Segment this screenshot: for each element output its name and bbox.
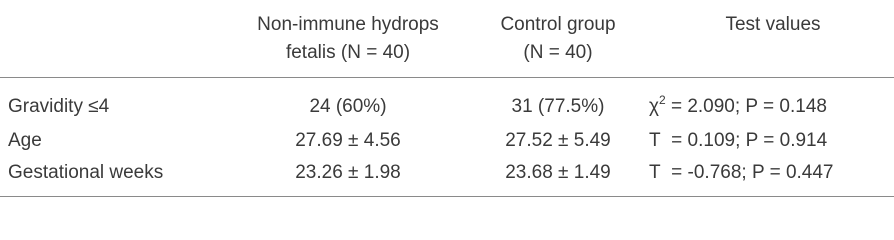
nihf-value: 24 (60%) <box>309 96 387 117</box>
header-nihf <box>228 11 468 67</box>
table-row <box>0 158 894 188</box>
row-label: Age <box>8 130 42 151</box>
table-row <box>0 126 894 156</box>
test-value <box>649 158 834 188</box>
test-result: = 0.109; P = 0.914 <box>660 130 828 151</box>
test-symbol: T <box>649 130 661 151</box>
test-symbol: T <box>649 162 661 183</box>
table-bottom-divider <box>0 196 894 197</box>
nihf-value: 23.26 ± 1.98 <box>295 162 401 183</box>
header-test-values <box>688 11 858 39</box>
row-label: Gravidity ≤4 <box>8 96 110 117</box>
header-divider <box>0 77 894 78</box>
header-control <box>478 11 638 67</box>
test-superscript: 2 <box>658 92 666 107</box>
header-nihf-line2: fetalis (N = 40) <box>285 42 411 63</box>
control-value: 27.52 ± 5.49 <box>505 130 611 151</box>
table-row <box>0 92 894 122</box>
test-result: = -0.768; P = 0.447 <box>660 162 834 183</box>
test-value <box>649 126 827 156</box>
nihf-value: 27.69 ± 4.56 <box>295 130 401 151</box>
test-value <box>649 92 827 122</box>
row-label: Gestational weeks <box>8 162 164 183</box>
header-test-values-label: Test values <box>725 14 821 35</box>
control-value: 23.68 ± 1.49 <box>505 162 611 183</box>
test-result: = 2.090; P = 0.148 <box>665 96 827 117</box>
header-control-line2: (N = 40) <box>523 42 593 63</box>
test-symbol: χ <box>649 96 659 117</box>
header-control-line1: Control group <box>500 14 616 35</box>
header-nihf-line1: Non-immune hydrops <box>257 14 439 35</box>
control-value: 31 (77.5%) <box>511 96 605 117</box>
